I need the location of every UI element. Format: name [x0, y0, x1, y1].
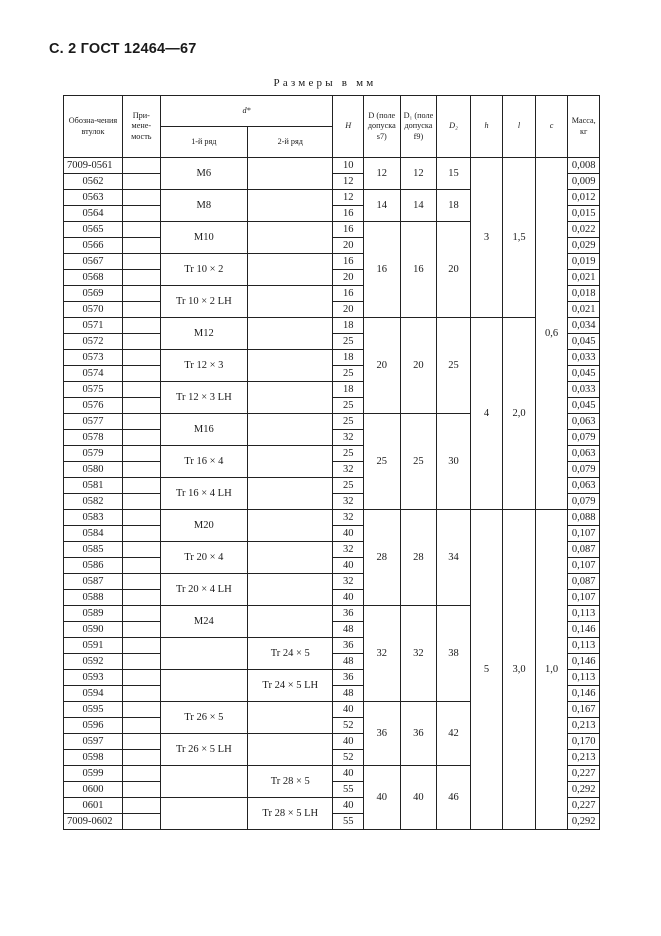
thread-row2-cell — [248, 158, 333, 190]
c-value-cell: 1,0 — [535, 510, 568, 830]
designation-cell: 0578 — [64, 430, 123, 446]
h-cell: 55 — [333, 814, 364, 830]
D1-cell: 40 — [400, 766, 437, 830]
thread-row2-cell — [248, 446, 333, 478]
applicability-cell — [122, 814, 160, 830]
thread-row2-cell: Tr 24 × 5 — [248, 638, 333, 670]
h-cell: 25 — [333, 366, 364, 382]
D2-cell: 25 — [437, 318, 471, 414]
D-cell: 12 — [363, 158, 400, 190]
c-value-cell: 0,6 — [535, 158, 568, 510]
h-cell: 32 — [333, 542, 364, 558]
h-cell: 32 — [333, 574, 364, 590]
thread-row1-cell — [160, 798, 247, 830]
D2-cell: 15 — [437, 158, 471, 190]
D1-cell: 36 — [400, 702, 437, 766]
h-cell: 52 — [333, 750, 364, 766]
applicability-cell — [122, 190, 160, 206]
applicability-cell — [122, 350, 160, 366]
thread-row1-cell: Tr 26 × 5 — [160, 702, 247, 734]
mass-cell: 0,008 — [568, 158, 600, 174]
D-cell: 40 — [363, 766, 400, 830]
thread-row1-cell: Tr 12 × 3 — [160, 350, 247, 382]
mass-cell: 0,022 — [568, 222, 600, 238]
applicability-cell — [122, 158, 160, 174]
applicability-cell — [122, 414, 160, 430]
applicability-cell — [122, 622, 160, 638]
mass-cell: 0,045 — [568, 366, 600, 382]
mass-cell: 0,018 — [568, 286, 600, 302]
header-designation: Обозна-чения втулок — [64, 96, 123, 158]
h-cell: 36 — [333, 638, 364, 654]
applicability-cell — [122, 206, 160, 222]
D-cell: 16 — [363, 222, 400, 318]
thread-row2-cell: Tr 28 × 5 LH — [248, 798, 333, 830]
h-cell: 20 — [333, 238, 364, 254]
designation-cell: 0573 — [64, 350, 123, 366]
designation-cell: 0594 — [64, 686, 123, 702]
designation-cell: 0584 — [64, 526, 123, 542]
mass-cell: 0,213 — [568, 750, 600, 766]
thread-row2-cell — [248, 702, 333, 734]
h-cell: 18 — [333, 318, 364, 334]
h-cell: 18 — [333, 382, 364, 398]
thread-row2-cell — [248, 574, 333, 606]
h-cell: 48 — [333, 686, 364, 702]
designation-cell: 0566 — [64, 238, 123, 254]
D-cell: 28 — [363, 510, 400, 606]
thread-row1-cell: Tr 10 × 2 LH — [160, 286, 247, 318]
designation-cell: 0567 — [64, 254, 123, 270]
D1-cell: 14 — [400, 190, 437, 222]
D-cell: 32 — [363, 606, 400, 702]
h-cell: 25 — [333, 398, 364, 414]
header-D: D (поле допуска s7) — [363, 96, 400, 158]
designation-cell: 0563 — [64, 190, 123, 206]
D2-cell: 34 — [437, 510, 471, 606]
h-cell: 40 — [333, 798, 364, 814]
table-caption: Размеры в мм — [273, 77, 377, 89]
applicability-cell — [122, 174, 160, 190]
mass-cell: 0,213 — [568, 718, 600, 734]
header-d: d* — [160, 96, 333, 127]
h-cell: 16 — [333, 286, 364, 302]
designation-cell: 0575 — [64, 382, 123, 398]
h-cell: 40 — [333, 558, 364, 574]
designation-cell: 0593 — [64, 670, 123, 686]
h-cell: 25 — [333, 446, 364, 462]
h-cell: 16 — [333, 222, 364, 238]
D-cell: 36 — [363, 702, 400, 766]
mass-cell: 0,088 — [568, 510, 600, 526]
h-cell: 40 — [333, 526, 364, 542]
designation-cell: 0599 — [64, 766, 123, 782]
thread-row2-cell — [248, 382, 333, 414]
thread-row1-cell: Tr 26 × 5 LH — [160, 734, 247, 766]
designation-cell: 0601 — [64, 798, 123, 814]
applicability-cell — [122, 366, 160, 382]
mass-cell: 0,033 — [568, 350, 600, 366]
D-cell: 20 — [363, 318, 400, 414]
designation-cell: 0591 — [64, 638, 123, 654]
applicability-cell — [122, 654, 160, 670]
designation-cell: 0582 — [64, 494, 123, 510]
thread-row2-cell — [248, 414, 333, 446]
mass-cell: 0,107 — [568, 558, 600, 574]
h-cell: 40 — [333, 702, 364, 718]
designation-cell: 0600 — [64, 782, 123, 798]
mass-cell: 0,009 — [568, 174, 600, 190]
thread-row1-cell: Tr 20 × 4 LH — [160, 574, 247, 606]
mass-cell: 0,227 — [568, 798, 600, 814]
applicability-cell — [122, 238, 160, 254]
thread-row1-cell — [160, 638, 247, 670]
header-applicability: При-мене-мость — [122, 96, 160, 158]
mass-cell: 0,087 — [568, 542, 600, 558]
thread-row2-cell: Tr 24 × 5 LH — [248, 670, 333, 702]
applicability-cell — [122, 478, 160, 494]
mass-cell: 0,021 — [568, 270, 600, 286]
l-value-cell: 1,5 — [503, 158, 536, 318]
applicability-cell — [122, 398, 160, 414]
header-D2: D₂ — [437, 96, 471, 158]
D1-cell: 32 — [400, 606, 437, 702]
mass-cell: 0,146 — [568, 654, 600, 670]
mass-cell: 0,045 — [568, 334, 600, 350]
h-cell: 55 — [333, 782, 364, 798]
applicability-cell — [122, 702, 160, 718]
h-cell: 16 — [333, 206, 364, 222]
mass-cell: 0,087 — [568, 574, 600, 590]
mass-cell: 0,063 — [568, 478, 600, 494]
header-D1: D₁ (поле допуска f9) — [400, 96, 437, 158]
mass-cell: 0,021 — [568, 302, 600, 318]
thread-row1-cell: M10 — [160, 222, 247, 254]
D-cell: 25 — [363, 414, 400, 510]
mass-cell: 0,113 — [568, 606, 600, 622]
thread-row2-cell — [248, 286, 333, 318]
mass-cell: 0,045 — [568, 398, 600, 414]
designation-cell: 0564 — [64, 206, 123, 222]
header-h: h — [470, 96, 503, 158]
h-cell: 20 — [333, 302, 364, 318]
thread-row1-cell: Tr 16 × 4 — [160, 446, 247, 478]
h-value-cell: 5 — [470, 510, 503, 830]
D2-cell: 18 — [437, 190, 471, 222]
D1-cell: 28 — [400, 510, 437, 606]
applicability-cell — [122, 318, 160, 334]
designation-cell: 0571 — [64, 318, 123, 334]
thread-row2-cell — [248, 190, 333, 222]
mass-cell: 0,012 — [568, 190, 600, 206]
mass-cell: 0,146 — [568, 622, 600, 638]
h-cell: 40 — [333, 590, 364, 606]
h-cell: 25 — [333, 334, 364, 350]
applicability-cell — [122, 558, 160, 574]
h-cell: 36 — [333, 606, 364, 622]
mass-cell: 0,292 — [568, 814, 600, 830]
mass-cell: 0,029 — [568, 238, 600, 254]
table-row — [64, 158, 600, 174]
thread-row2-cell: Tr 28 × 5 — [248, 766, 333, 798]
applicability-cell — [122, 446, 160, 462]
table-row — [64, 318, 600, 334]
applicability-cell — [122, 222, 160, 238]
designation-cell: 0570 — [64, 302, 123, 318]
mass-cell: 0,292 — [568, 782, 600, 798]
h-cell: 12 — [333, 174, 364, 190]
h-cell: 40 — [333, 766, 364, 782]
D2-cell: 42 — [437, 702, 471, 766]
D1-cell: 12 — [400, 158, 437, 190]
h-cell: 36 — [333, 670, 364, 686]
applicability-cell — [122, 686, 160, 702]
thread-row1-cell: Tr 16 × 4 LH — [160, 478, 247, 510]
thread-row1-cell: Tr 20 × 4 — [160, 542, 247, 574]
designation-cell: 0590 — [64, 622, 123, 638]
h-cell: 48 — [333, 622, 364, 638]
thread-row1-cell: M12 — [160, 318, 247, 350]
applicability-cell — [122, 526, 160, 542]
applicability-cell — [122, 574, 160, 590]
mass-cell: 0,063 — [568, 414, 600, 430]
h-cell: 12 — [333, 190, 364, 206]
D-cell: 14 — [363, 190, 400, 222]
designation-cell: 0574 — [64, 366, 123, 382]
header-l: l — [503, 96, 536, 158]
applicability-cell — [122, 334, 160, 350]
designation-cell: 0598 — [64, 750, 123, 766]
h-cell: 10 — [333, 158, 364, 174]
mass-cell: 0,019 — [568, 254, 600, 270]
thread-row1-cell: Tr 12 × 3 LH — [160, 382, 247, 414]
thread-row1-cell: M6 — [160, 158, 247, 190]
applicability-cell — [122, 494, 160, 510]
D1-cell: 20 — [400, 318, 437, 414]
thread-row1-cell — [160, 766, 247, 798]
thread-row2-cell — [248, 222, 333, 254]
D2-cell: 46 — [437, 766, 471, 830]
D1-cell: 25 — [400, 414, 437, 510]
mass-cell: 0,033 — [568, 382, 600, 398]
dimensions-table — [63, 95, 600, 830]
D2-cell: 30 — [437, 414, 471, 510]
h-cell: 32 — [333, 510, 364, 526]
applicability-cell — [122, 718, 160, 734]
mass-cell: 0,107 — [568, 590, 600, 606]
applicability-cell — [122, 542, 160, 558]
mass-cell: 0,146 — [568, 686, 600, 702]
D2-cell: 20 — [437, 222, 471, 318]
designation-cell: 0569 — [64, 286, 123, 302]
designation-cell: 0577 — [64, 414, 123, 430]
thread-row2-cell — [248, 318, 333, 350]
h-cell: 52 — [333, 718, 364, 734]
h-cell: 32 — [333, 494, 364, 510]
thread-row2-cell — [248, 606, 333, 638]
designation-cell: 0565 — [64, 222, 123, 238]
page-title: С. 2 ГОСТ 12464—67 — [49, 41, 197, 57]
designation-cell: 0588 — [64, 590, 123, 606]
designation-cell: 0597 — [64, 734, 123, 750]
h-cell: 18 — [333, 350, 364, 366]
applicability-cell — [122, 638, 160, 654]
designation-cell: 0589 — [64, 606, 123, 622]
mass-cell: 0,034 — [568, 318, 600, 334]
h-cell: 16 — [333, 254, 364, 270]
D1-cell: 16 — [400, 222, 437, 318]
thread-row2-cell — [248, 478, 333, 510]
mass-cell: 0,170 — [568, 734, 600, 750]
thread-row1-cell: M20 — [160, 510, 247, 542]
header-row2: 2-й ряд — [248, 127, 333, 158]
header-c: c — [535, 96, 568, 158]
thread-row1-cell — [160, 670, 247, 702]
h-cell: 32 — [333, 462, 364, 478]
designation-cell: 0585 — [64, 542, 123, 558]
designation-cell: 0587 — [64, 574, 123, 590]
mass-cell: 0,113 — [568, 670, 600, 686]
h-cell: 25 — [333, 478, 364, 494]
applicability-cell — [122, 382, 160, 398]
thread-row2-cell — [248, 542, 333, 574]
l-value-cell: 3,0 — [503, 510, 536, 830]
header-mass: Масса, кг — [568, 96, 600, 158]
mass-cell: 0,227 — [568, 766, 600, 782]
h-cell: 32 — [333, 430, 364, 446]
designation-cell: 0583 — [64, 510, 123, 526]
designation-cell: 0592 — [64, 654, 123, 670]
applicability-cell — [122, 510, 160, 526]
designation-cell: 0586 — [64, 558, 123, 574]
applicability-cell — [122, 286, 160, 302]
l-value-cell: 2,0 — [503, 318, 536, 510]
designation-cell: 7009-0561 — [64, 158, 123, 174]
mass-cell: 0,079 — [568, 462, 600, 478]
applicability-cell — [122, 798, 160, 814]
designation-cell: 0581 — [64, 478, 123, 494]
thread-row1-cell: M8 — [160, 190, 247, 222]
designation-cell: 7009-0602 — [64, 814, 123, 830]
thread-row2-cell — [248, 510, 333, 542]
D2-cell: 38 — [437, 606, 471, 702]
thread-row1-cell: Tr 10 × 2 — [160, 254, 247, 286]
applicability-cell — [122, 590, 160, 606]
applicability-cell — [122, 270, 160, 286]
designation-cell: 0576 — [64, 398, 123, 414]
applicability-cell — [122, 734, 160, 750]
mass-cell: 0,079 — [568, 430, 600, 446]
h-value-cell: 4 — [470, 318, 503, 510]
designation-cell: 0580 — [64, 462, 123, 478]
h-cell: 40 — [333, 734, 364, 750]
designation-cell: 0572 — [64, 334, 123, 350]
applicability-cell — [122, 782, 160, 798]
thread-row2-cell — [248, 734, 333, 766]
h-cell: 25 — [333, 414, 364, 430]
designation-cell: 0595 — [64, 702, 123, 718]
applicability-cell — [122, 462, 160, 478]
designation-cell: 0562 — [64, 174, 123, 190]
thread-row2-cell — [248, 350, 333, 382]
thread-row1-cell: M24 — [160, 606, 247, 638]
table-row — [64, 510, 600, 526]
h-cell: 48 — [333, 654, 364, 670]
applicability-cell — [122, 766, 160, 782]
header-H: H — [333, 96, 364, 158]
mass-cell: 0,167 — [568, 702, 600, 718]
mass-cell: 0,079 — [568, 494, 600, 510]
designation-cell: 0579 — [64, 446, 123, 462]
mass-cell: 0,063 — [568, 446, 600, 462]
applicability-cell — [122, 254, 160, 270]
designation-cell: 0596 — [64, 718, 123, 734]
h-cell: 20 — [333, 270, 364, 286]
applicability-cell — [122, 430, 160, 446]
applicability-cell — [122, 750, 160, 766]
mass-cell: 0,107 — [568, 526, 600, 542]
applicability-cell — [122, 302, 160, 318]
header-row1: 1-й ряд — [160, 127, 247, 158]
designation-cell: 0568 — [64, 270, 123, 286]
h-value-cell: 3 — [470, 158, 503, 318]
thread-row1-cell: M16 — [160, 414, 247, 446]
mass-cell: 0,113 — [568, 638, 600, 654]
mass-cell: 0,015 — [568, 206, 600, 222]
applicability-cell — [122, 606, 160, 622]
thread-row2-cell — [248, 254, 333, 286]
applicability-cell — [122, 670, 160, 686]
